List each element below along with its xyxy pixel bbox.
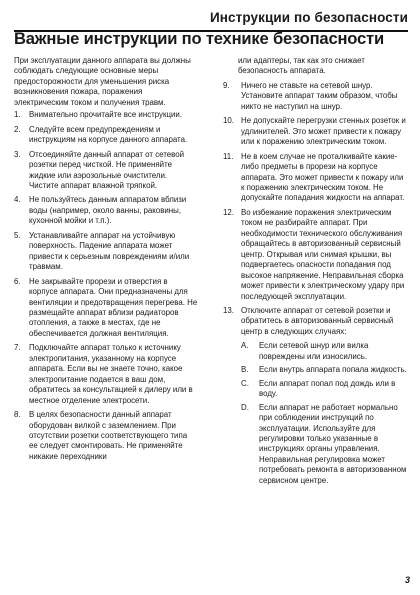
item-continuation: [238, 56, 409, 77]
intro-paragraph: При эксплуатации данного аппарата вы должны соблюдать следующие основные меры предосторожности для уменьшения риска возникновения пожара, поражения электрическим током и получения травм.: [14, 56, 191, 107]
item-text: Отключите аппарат от сетевой розетки и обратитесь в авторизованный сервисный центр в следующих случаях:: [241, 305, 394, 336]
list-item: [223, 152, 409, 204]
list-item: [14, 410, 198, 462]
sub-item-letter: A.: [241, 341, 249, 351]
sub-list-item: [241, 403, 409, 487]
item-number: 2.: [14, 124, 21, 134]
item-text: Не пользуйтесь данным аппаратом вблизи воды (например, около ванны, раковины, кухонной мойки и т.п.).: [29, 195, 187, 226]
right-column: [223, 56, 409, 489]
sub-item-text: Если сетевой шнур или вилка повреждены или износились.: [259, 341, 369, 361]
item-text: Не в коем случае не проталкивайте какие-либо предметы в прорези на корпусе аппарата. Это может привести к пожару или к поражению электрическим током. Не допускайте попадания жидкости на аппарат.: [241, 151, 405, 203]
page-title: Важные инструкции по технике безопасности: [14, 29, 384, 48]
list-item: [14, 150, 198, 192]
list-item: [223, 116, 409, 147]
item-number: 1.: [14, 110, 21, 120]
item-text: Ничего не ставьте на сетевой шнур. Установите аппарат таким образом, чтобы никто не наступил на шнур.: [241, 80, 398, 111]
sub-item-text: Если аппарат не работает нормально при соблюдении инструкций по эксплуатации. Используйте для регулировки только указанные в инструкциях органы управления. Неправильная регулировка может потребовать ремонта в авторизованном сервисном центре.: [259, 402, 407, 485]
item-text: Не допускайте перегрузки стенных розеток и удлинителей. Это может привести к пожару или к поражению электрическим током.: [241, 116, 406, 147]
list-item: [223, 306, 409, 337]
item-number: 10.: [223, 116, 234, 126]
sub-item-text: Если аппарат попал под дождь или в воду.: [259, 378, 396, 399]
item-text: Внимательно прочитайте все инструкции.: [29, 110, 182, 120]
item-number: 11.: [223, 151, 234, 161]
sub-list-item: [241, 379, 409, 400]
item-text: Отсоединяйте данный аппарат от сетевой розетки перед чисткой. Не применяйте жидкие или аэрозольные очистители. Чистите аппарат влажной тряпкой.: [29, 149, 185, 190]
page-number: 3: [404, 575, 410, 585]
list-item: [223, 81, 409, 112]
sub-item-letter: D.: [241, 402, 249, 412]
list-item: [14, 231, 198, 273]
list-item: [223, 208, 409, 302]
sub-item-text: Если внутрь аппарата попала жидкость.: [259, 365, 407, 375]
list-item: [14, 110, 198, 120]
item-number: 5.: [14, 230, 21, 240]
item-number: 7.: [14, 343, 21, 353]
sub-item-letter: B.: [241, 365, 249, 375]
sub-list-item: [241, 341, 409, 362]
item-text: Подключайте аппарат только к источнику электропитания, указанному на корпусе аппарата. Если вы не знаете точно, какое электропитание подается в ваш дом, обратитесь за консультацией к дилеру или в местное отделение электросети.: [29, 343, 193, 405]
sub-list-item: [241, 365, 409, 375]
item-text: Не закрывайте прорези и отверстия в корпусе аппарата. Они предназначены для вентиляции и предотвращения перегрева. Не размещайте аппарат вблизи радиаторов отопления, а также в местах, где не обеспечивается должная вентиляция.: [29, 276, 198, 338]
item-number: 3.: [14, 149, 21, 159]
continuation-text: или адаптеры, так как это снижает безопасность аппарата.: [238, 56, 365, 76]
item-number: 8.: [14, 410, 21, 420]
item-text: Устанавливайте аппарат на устойчивую поверхность. Падение аппарата может привести к серьезным повреждениям и/или травмам.: [29, 230, 190, 272]
item-number: 6.: [14, 276, 21, 286]
list-item: [14, 195, 198, 226]
sub-item-letter: C.: [241, 378, 249, 388]
item-number: 13.: [223, 305, 234, 315]
item-number: 12.: [223, 207, 234, 217]
item-text: В целях безопасности данный аппарат оборудован вилкой с заземлением. При отсутствии розетки соответствующего типа ее следует смонтировать. Не применяйте никакие переходники: [29, 410, 188, 461]
list-item: [14, 125, 198, 146]
item-number: 4.: [14, 195, 21, 205]
item-text: Следуйте всем предупреждениям и инструкциям на корпусе данного аппарата.: [29, 124, 188, 145]
header-title: Инструкции по безопасности: [210, 10, 408, 25]
list-item: [14, 343, 198, 406]
item-text: Во избежание поражения электрическим током не разбирайте аппарат. При необходимости технического обслуживания обращайтесь в авторизованный сервисный центр. Открывая или снимая крышки, вы подвергаетесь опасности попадания под высокое напряжение. Неправильная сборка может привести к электрическому удару при последующей эксплуатации.: [241, 207, 405, 301]
item-number: 9.: [223, 80, 230, 90]
list-item: [14, 277, 198, 340]
left-column: [14, 56, 198, 466]
